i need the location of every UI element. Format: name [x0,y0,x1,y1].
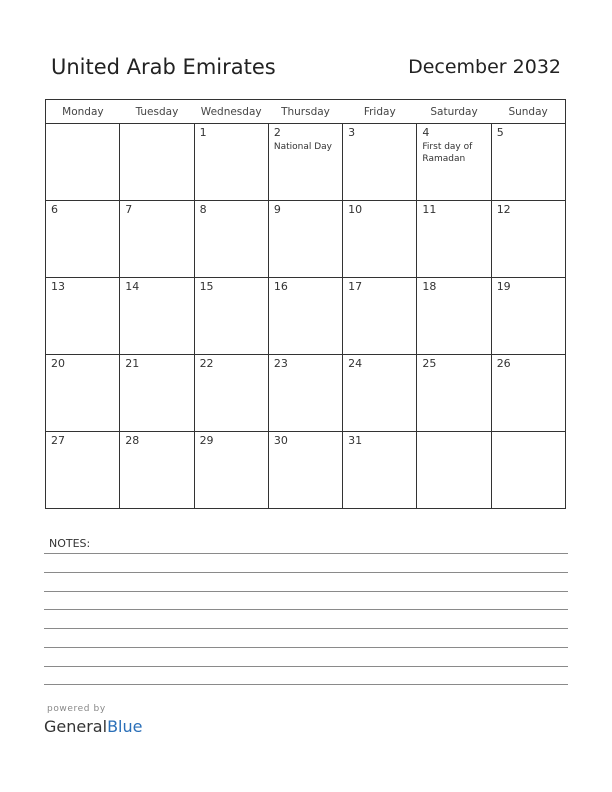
day-number: 16 [273,280,288,293]
day-cell [268,278,342,355]
note-line [44,647,568,648]
weekday-header-row [46,100,566,124]
day-cell [46,201,120,278]
day-cell [417,278,491,355]
day-cell [194,278,268,355]
day-number: 17 [348,280,363,293]
day-cell [491,355,565,432]
day-number: 19 [496,280,511,293]
day-number: 26 [496,357,511,370]
note-line [44,591,568,592]
day-cell [491,432,565,509]
day-cell [120,278,194,355]
brand-blue-text: Blue [107,717,143,736]
day-cell [120,355,194,432]
note-line [44,553,568,554]
day-cell [343,278,417,355]
day-number: 3 [348,126,356,139]
note-line [44,666,568,667]
note-line [44,609,568,610]
week-row [46,201,566,278]
day-cell [491,201,565,278]
day-number: 15 [199,280,214,293]
day-cell [46,432,120,509]
weekday-header: Monday [46,100,120,124]
day-cell [343,355,417,432]
day-cell [343,432,417,509]
week-row [46,278,566,355]
day-cell [194,124,268,201]
brand-general-text: General [44,717,108,736]
week-row [46,355,566,432]
day-number: 18 [422,280,437,293]
day-number: 23 [273,357,288,370]
day-number: 30 [273,434,288,447]
note-line [44,684,568,685]
day-number: 21 [125,357,140,370]
day-cell [343,201,417,278]
weekday-header: Sunday [491,100,565,124]
day-number: 1 [199,126,207,139]
calendar-country-title: United Arab Emirates [51,55,276,79]
holiday-label: National Day [273,142,332,152]
day-number: 25 [422,357,437,370]
day-number: 12 [496,203,511,216]
day-number: 8 [199,203,207,216]
calendar-grid [45,99,566,509]
holiday-label: First day of Ramadan [422,142,473,164]
day-number: 31 [348,434,363,447]
day-number: 5 [496,126,504,139]
week-row [46,124,566,201]
day-cell [194,201,268,278]
note-line [44,628,568,629]
weekday-header: Friday [343,100,417,124]
day-number: 13 [51,280,65,293]
day-number: 20 [51,357,65,370]
day-cell [268,432,342,509]
day-cell [46,278,120,355]
brand-logo [44,717,142,736]
day-cell [194,432,268,509]
note-line [44,572,568,573]
notes-label: NOTES: [49,537,91,550]
powered-by-text: powered by [47,704,106,714]
day-number: 4 [422,126,430,139]
day-cell [491,124,565,201]
day-number: 6 [51,203,58,216]
weekday-header: Tuesday [120,100,194,124]
weekday-header: Saturday [417,100,491,124]
day-cell [46,355,120,432]
day-cell [417,124,491,201]
day-number: 28 [125,434,140,447]
week-row [46,432,566,509]
day-number: 22 [199,357,214,370]
weekday-header: Wednesday [194,100,268,124]
day-number: 11 [422,203,437,216]
day-cell [268,201,342,278]
day-cell [194,355,268,432]
day-cell [46,124,120,201]
day-cell [268,355,342,432]
day-cell [120,432,194,509]
day-number: 7 [125,203,133,216]
day-number: 27 [51,434,65,447]
day-number: 24 [348,357,363,370]
calendar-month-title: December 2032 [408,56,561,78]
day-cell [491,278,565,355]
weekday-header: Thursday [268,100,342,124]
day-number: 10 [348,203,363,216]
day-number: 29 [199,434,214,447]
day-cell [417,201,491,278]
day-cell [417,432,491,509]
day-cell [120,124,194,201]
day-cell [120,201,194,278]
day-cell [343,124,417,201]
day-cell [417,355,491,432]
day-number: 2 [273,126,281,139]
day-number: 14 [125,280,140,293]
day-cell [268,124,342,201]
day-number: 9 [273,203,281,216]
